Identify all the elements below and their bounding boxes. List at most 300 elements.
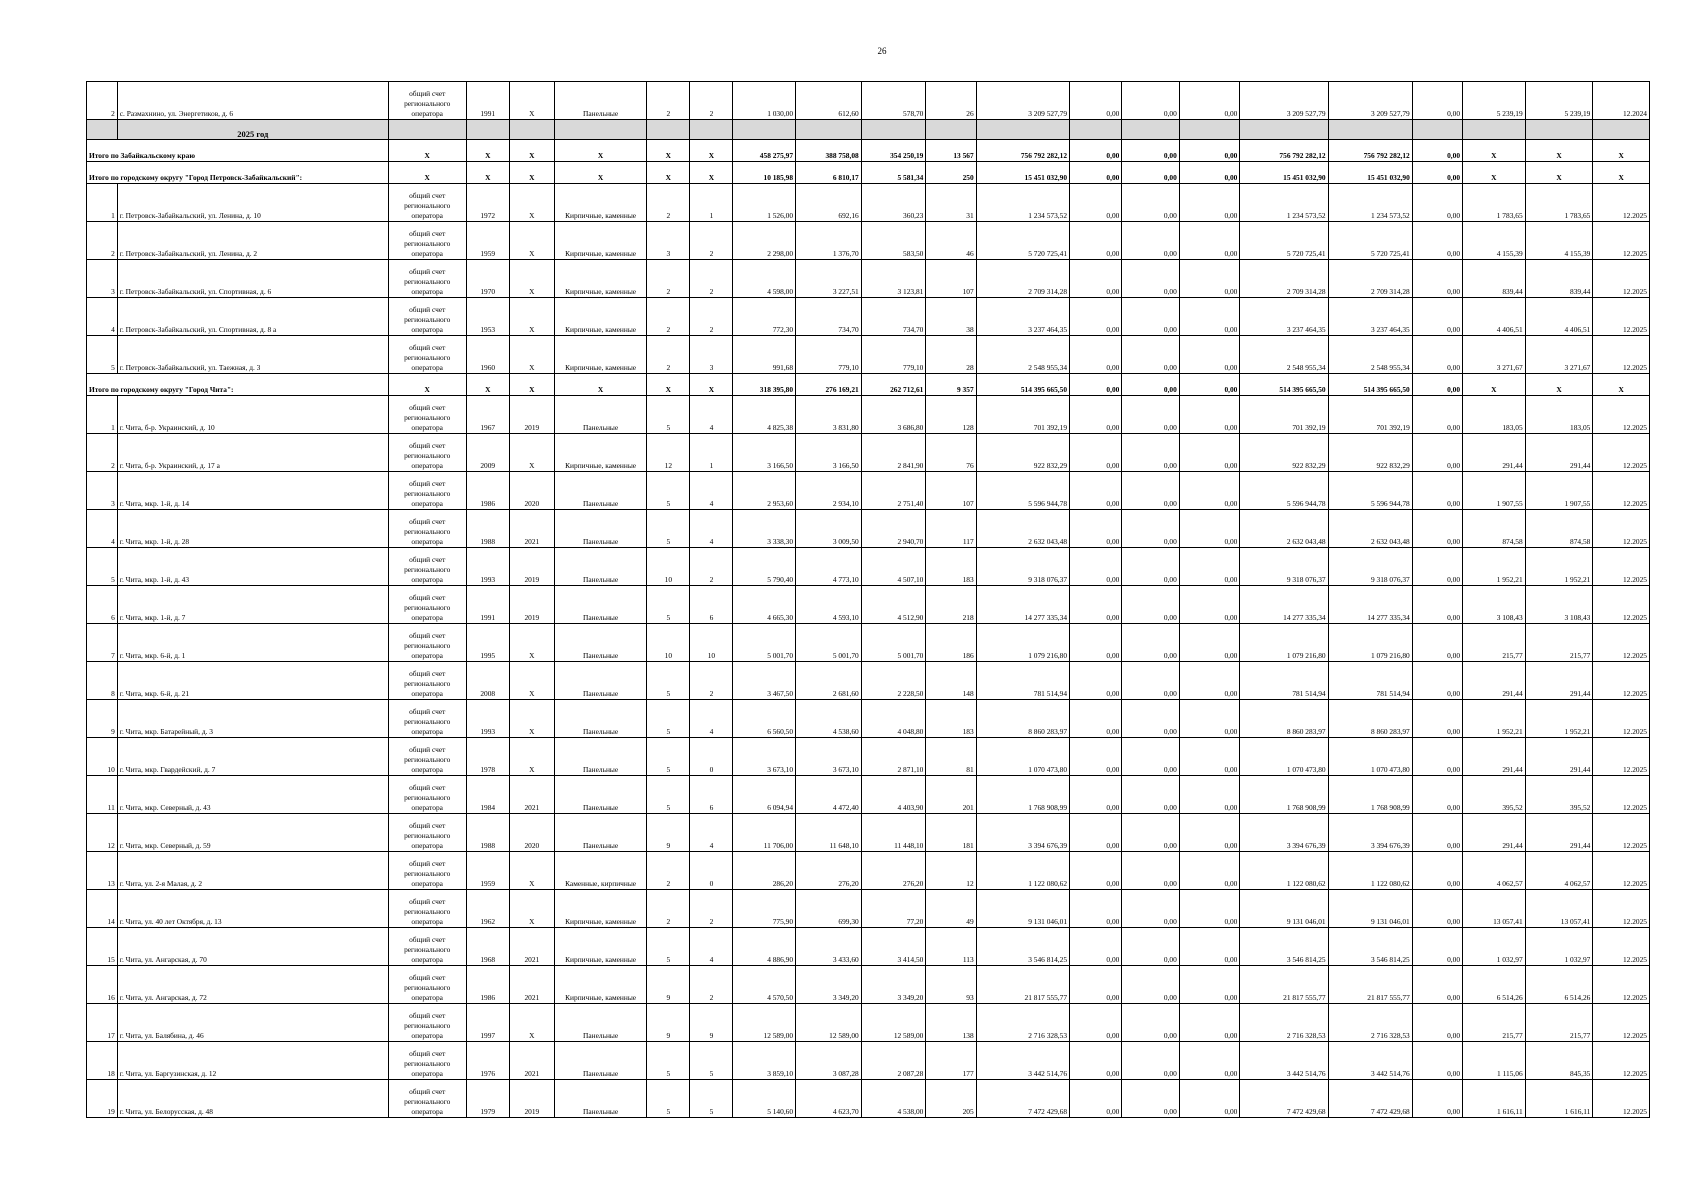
year-renovated-cell: X	[509, 222, 554, 260]
repair-cost-cell: 3 442 514,76	[976, 1042, 1069, 1080]
row-number: 3	[87, 472, 118, 510]
wall-material-cell: Панельные	[554, 1042, 646, 1080]
residents-cell: 205	[926, 1080, 976, 1118]
floors-cell: 2	[647, 260, 690, 298]
other-funds-cell: 0,00	[1412, 336, 1462, 374]
subtotal-cell: X	[647, 162, 690, 184]
residential-area-cell: 5 001,70	[861, 624, 926, 662]
unit-cost-cell: 1 907,55	[1463, 472, 1526, 510]
year-renovated-cell: X	[509, 890, 554, 928]
fund-method-cell: общий счет регионального оператора	[388, 1042, 466, 1080]
unit-cost-cell: 1 115,06	[1463, 1042, 1526, 1080]
residents-cell: 46	[926, 222, 976, 260]
year-renovated-cell: 2021	[509, 776, 554, 814]
regional-funds-cell: 0,00	[1122, 966, 1179, 1004]
unit-cost-cell: 1 616,11	[1463, 1080, 1526, 1118]
local-funds-cell: 0,00	[1179, 738, 1240, 776]
wall-material-cell: Панельные	[554, 624, 646, 662]
residential-area-cell: 3 123,81	[861, 260, 926, 298]
repair-cost-cell: 3 546 814,25	[976, 928, 1069, 966]
wall-material-cell: Кирпичные, каменные	[554, 222, 646, 260]
year-built-cell: 1988	[466, 814, 509, 852]
federal-funds-cell: 0,00	[1070, 510, 1122, 548]
other-funds-cell: 0,00	[1412, 548, 1462, 586]
table-row	[87, 852, 1650, 890]
residential-area-cell: 2 228,50	[861, 662, 926, 700]
local-funds-cell: 0,00	[1179, 510, 1240, 548]
local-funds-cell: 0,00	[1179, 700, 1240, 738]
floors-cell: 2	[647, 890, 690, 928]
row-number: 13	[87, 852, 118, 890]
unit-cost-cell: 215,77	[1463, 1004, 1526, 1042]
floors-cell: 2	[647, 298, 690, 336]
completion-date-cell: 12.2025	[1593, 890, 1650, 928]
unit-cost-cell: 1 952,21	[1463, 548, 1526, 586]
local-funds-cell: 0,00	[1179, 662, 1240, 700]
regional-funds-cell: 0,00	[1122, 586, 1179, 624]
total-area-cell: 3 467,50	[733, 662, 796, 700]
row-number: 2	[87, 222, 118, 260]
repair-cost-cell: 1 234 573,52	[976, 184, 1069, 222]
fund-method-cell: общий счет регионального оператора	[388, 336, 466, 374]
address-cell: г. Чита, мкр. Батарейный, д. 3	[117, 700, 388, 738]
year-built-cell: 2009	[466, 434, 509, 472]
subtotal-cell: X	[690, 374, 733, 396]
subtotal-cell: X	[1463, 162, 1526, 184]
year-built-cell: 1991	[466, 586, 509, 624]
completion-date-cell: 12.2025	[1593, 624, 1650, 662]
completion-date-cell: 12.2025	[1593, 966, 1650, 1004]
subtotal-cell: 276 169,21	[796, 374, 862, 396]
unit-cost-cell: 291,44	[1463, 662, 1526, 700]
unit-cost-cell: 1 032,97	[1463, 928, 1526, 966]
repair-cost-cell: 922 832,29	[976, 434, 1069, 472]
address-cell: г. Чита, ул. Ангарская, д. 72	[117, 966, 388, 1004]
total-area-cell: 4 825,38	[733, 396, 796, 434]
wall-material-cell: Кирпичные, каменные	[554, 928, 646, 966]
subtotal-cell: X	[1463, 140, 1526, 162]
subtotal-label: Итого по городскому округу "Город Чита":	[87, 374, 389, 396]
subtotal-label: Итого по городскому округу "Город Петровск-Забайкальский":	[87, 162, 389, 184]
total-funds-cell: 1 079 216,80	[1328, 624, 1412, 662]
row-number: 7	[87, 624, 118, 662]
other-funds-cell: 0,00	[1412, 396, 1462, 434]
premises-area-cell: 4 593,10	[796, 586, 862, 624]
max-unit-cost-cell: 4 062,57	[1525, 852, 1593, 890]
subtotal-cell: 9 357	[926, 374, 976, 396]
residential-area-cell: 12 589,00	[861, 1004, 926, 1042]
repair-cost-cell: 1 079 216,80	[976, 624, 1069, 662]
table-row	[87, 738, 1650, 776]
residential-area-cell: 4 538,00	[861, 1080, 926, 1118]
year-row-blank	[1328, 120, 1412, 140]
address-cell: г. Петровск-Забайкальский, ул. Спортивная, д. 6	[117, 260, 388, 298]
year-row-blank	[87, 120, 118, 140]
year-renovated-cell: 2020	[509, 472, 554, 510]
address-cell: г. Чита, ул. Ангарская, д. 70	[117, 928, 388, 966]
subtotal-cell: 0,00	[1179, 162, 1240, 184]
residents-cell: 148	[926, 662, 976, 700]
residents-cell: 81	[926, 738, 976, 776]
subtotal-cell: 388 758,08	[796, 140, 862, 162]
subtotal-cell: X	[509, 162, 554, 184]
completion-date-cell: 12.2025	[1593, 336, 1650, 374]
total-funds-cell: 5 596 944,78	[1328, 472, 1412, 510]
year-row-blank	[733, 120, 796, 140]
fund-method-cell: общий счет регионального оператора	[388, 298, 466, 336]
regional-funds-cell: 0,00	[1122, 1080, 1179, 1118]
completion-date-cell: 12.2025	[1593, 222, 1650, 260]
subtotal-cell: X	[690, 140, 733, 162]
federal-funds-cell: 0,00	[1070, 472, 1122, 510]
fund-method-cell: общий счет регионального оператора	[388, 184, 466, 222]
year-renovated-cell: 2019	[509, 548, 554, 586]
address-cell: г. Чита, б-р. Украинский, д. 17 а	[117, 434, 388, 472]
repair-cost-cell: 7 472 429,68	[976, 1080, 1069, 1118]
subtotal-cell: X	[509, 140, 554, 162]
regional-funds-cell: 0,00	[1122, 852, 1179, 890]
year-row-blank	[1525, 120, 1593, 140]
local-funds-cell: 0,00	[1179, 222, 1240, 260]
entrances-cell: 10	[690, 624, 733, 662]
subtotal-cell: 318 395,80	[733, 374, 796, 396]
total-funds-cell: 3 546 814,25	[1328, 928, 1412, 966]
residential-area-cell: 2 751,40	[861, 472, 926, 510]
row-number: 11	[87, 776, 118, 814]
year-renovated-cell: 2020	[509, 814, 554, 852]
fund-method-cell: общий счет регионального оператора	[388, 776, 466, 814]
year-renovated-cell: X	[509, 1004, 554, 1042]
federal-funds-cell: 0,00	[1070, 890, 1122, 928]
local-funds-cell: 0,00	[1179, 184, 1240, 222]
other-funds-cell: 0,00	[1412, 586, 1462, 624]
residential-area-cell: 4 512,90	[861, 586, 926, 624]
federal-funds-cell: 0,00	[1070, 82, 1122, 120]
entrances-cell: 2	[690, 298, 733, 336]
year-renovated-cell: X	[509, 298, 554, 336]
max-unit-cost-cell: 4 406,51	[1525, 298, 1593, 336]
owner-funds-cell: 701 392,19	[1240, 396, 1328, 434]
year-built-cell: 1984	[466, 776, 509, 814]
table-row	[87, 1004, 1650, 1042]
year-row-blank	[388, 120, 466, 140]
regional-funds-cell: 0,00	[1122, 814, 1179, 852]
year-built-cell: 1972	[466, 184, 509, 222]
subtotal-row	[87, 374, 1650, 396]
repair-cost-cell: 5 720 725,41	[976, 222, 1069, 260]
completion-date-cell: 12.2025	[1593, 184, 1650, 222]
repair-cost-cell: 701 392,19	[976, 396, 1069, 434]
total-funds-cell: 1 122 080,62	[1328, 852, 1412, 890]
year-row-blank	[1179, 120, 1240, 140]
table-row	[87, 814, 1650, 852]
local-funds-cell: 0,00	[1179, 434, 1240, 472]
year-renovated-cell: X	[509, 624, 554, 662]
address-cell: г. Чита, ул. 40 лет Октября, д. 13	[117, 890, 388, 928]
total-area-cell: 6 560,50	[733, 700, 796, 738]
floors-cell: 9	[647, 966, 690, 1004]
owner-funds-cell: 3 237 464,35	[1240, 298, 1328, 336]
other-funds-cell: 0,00	[1412, 434, 1462, 472]
local-funds-cell: 0,00	[1179, 396, 1240, 434]
max-unit-cost-cell: 13 057,41	[1525, 890, 1593, 928]
unit-cost-cell: 3 108,43	[1463, 586, 1526, 624]
total-area-cell: 3 859,10	[733, 1042, 796, 1080]
regional-funds-cell: 0,00	[1122, 396, 1179, 434]
local-funds-cell: 0,00	[1179, 548, 1240, 586]
fund-method-cell: общий счет регионального оператора	[388, 260, 466, 298]
table-row	[87, 298, 1650, 336]
max-unit-cost-cell: 845,35	[1525, 1042, 1593, 1080]
owner-funds-cell: 21 817 555,77	[1240, 966, 1328, 1004]
max-unit-cost-cell: 291,44	[1525, 434, 1593, 472]
unit-cost-cell: 13 057,41	[1463, 890, 1526, 928]
residents-cell: 31	[926, 184, 976, 222]
residents-cell: 107	[926, 260, 976, 298]
fund-method-cell: общий счет регионального оператора	[388, 434, 466, 472]
subtotal-cell: 15 451 032,90	[1328, 162, 1412, 184]
year-renovated-cell: X	[509, 184, 554, 222]
subtotal-cell: X	[388, 374, 466, 396]
other-funds-cell: 0,00	[1412, 298, 1462, 336]
residents-cell: 138	[926, 1004, 976, 1042]
subtotal-cell: X	[1593, 140, 1650, 162]
federal-funds-cell: 0,00	[1070, 260, 1122, 298]
year-built-cell: 1986	[466, 966, 509, 1004]
local-funds-cell: 0,00	[1179, 814, 1240, 852]
table-row	[87, 222, 1650, 260]
year-built-cell: 1991	[466, 82, 509, 120]
wall-material-cell: Панельные	[554, 662, 646, 700]
fund-method-cell: общий счет регионального оператора	[388, 472, 466, 510]
wall-material-cell: Панельные	[554, 548, 646, 586]
year-built-cell: 1997	[466, 1004, 509, 1042]
total-funds-cell: 5 720 725,41	[1328, 222, 1412, 260]
wall-material-cell: Кирпичные, каменные	[554, 336, 646, 374]
year-renovated-cell: X	[509, 738, 554, 776]
floors-cell: 5	[647, 1042, 690, 1080]
max-unit-cost-cell: 395,52	[1525, 776, 1593, 814]
subtotal-cell: X	[466, 374, 509, 396]
year-renovated-cell: X	[509, 82, 554, 120]
total-area-cell: 11 706,00	[733, 814, 796, 852]
regional-funds-cell: 0,00	[1122, 776, 1179, 814]
subtotal-cell: X	[1525, 162, 1593, 184]
fund-method-cell: общий счет регионального оператора	[388, 852, 466, 890]
total-area-cell: 3 166,50	[733, 434, 796, 472]
row-number: 8	[87, 662, 118, 700]
unit-cost-cell: 215,77	[1463, 624, 1526, 662]
entrances-cell: 4	[690, 928, 733, 966]
wall-material-cell: Панельные	[554, 776, 646, 814]
table-row	[87, 928, 1650, 966]
year-renovated-cell: X	[509, 260, 554, 298]
other-funds-cell: 0,00	[1412, 776, 1462, 814]
total-funds-cell: 3 442 514,76	[1328, 1042, 1412, 1080]
year-built-cell: 1959	[466, 852, 509, 890]
total-area-cell: 5 140,60	[733, 1080, 796, 1118]
local-funds-cell: 0,00	[1179, 82, 1240, 120]
owner-funds-cell: 2 632 043,48	[1240, 510, 1328, 548]
year-built-cell: 1988	[466, 510, 509, 548]
regional-funds-cell: 0,00	[1122, 260, 1179, 298]
subtotal-cell: X	[466, 140, 509, 162]
local-funds-cell: 0,00	[1179, 1004, 1240, 1042]
address-cell: г. Чита, мкр. 1-й, д. 7	[117, 586, 388, 624]
federal-funds-cell: 0,00	[1070, 1004, 1122, 1042]
premises-area-cell: 3 673,10	[796, 738, 862, 776]
owner-funds-cell: 3 209 527,79	[1240, 82, 1328, 120]
premises-area-cell: 3 166,50	[796, 434, 862, 472]
owner-funds-cell: 8 860 283,97	[1240, 700, 1328, 738]
regional-funds-cell: 0,00	[1122, 548, 1179, 586]
residential-area-cell: 276,20	[861, 852, 926, 890]
owner-funds-cell: 1 122 080,62	[1240, 852, 1328, 890]
subtotal-cell: 458 275,97	[733, 140, 796, 162]
premises-area-cell: 11 648,10	[796, 814, 862, 852]
repair-cost-cell: 9 318 076,37	[976, 548, 1069, 586]
year-row-blank	[647, 120, 690, 140]
subtotal-cell: 0,00	[1122, 374, 1179, 396]
owner-funds-cell: 1 768 908,99	[1240, 776, 1328, 814]
local-funds-cell: 0,00	[1179, 472, 1240, 510]
subtotal-cell: 0,00	[1412, 374, 1462, 396]
row-number: 19	[87, 1080, 118, 1118]
table-row	[87, 890, 1650, 928]
residential-area-cell: 11 448,10	[861, 814, 926, 852]
completion-date-cell: 12.2025	[1593, 1042, 1650, 1080]
entrances-cell: 9	[690, 1004, 733, 1042]
federal-funds-cell: 0,00	[1070, 928, 1122, 966]
max-unit-cost-cell: 839,44	[1525, 260, 1593, 298]
wall-material-cell: Кирпичные, каменные	[554, 890, 646, 928]
federal-funds-cell: 0,00	[1070, 966, 1122, 1004]
subtotal-cell: 250	[926, 162, 976, 184]
year-built-cell: 1953	[466, 298, 509, 336]
local-funds-cell: 0,00	[1179, 336, 1240, 374]
subtotal-cell: X	[388, 140, 466, 162]
wall-material-cell: Панельные	[554, 510, 646, 548]
residential-area-cell: 77,20	[861, 890, 926, 928]
floors-cell: 5	[647, 396, 690, 434]
table-row	[87, 624, 1650, 662]
premises-area-cell: 612,60	[796, 82, 862, 120]
repair-cost-cell: 781 514,94	[976, 662, 1069, 700]
other-funds-cell: 0,00	[1412, 814, 1462, 852]
owner-funds-cell: 781 514,94	[1240, 662, 1328, 700]
address-cell: г. Чита, мкр. 1-й, д. 28	[117, 510, 388, 548]
premises-area-cell: 5 001,70	[796, 624, 862, 662]
total-funds-cell: 9 131 046,01	[1328, 890, 1412, 928]
max-unit-cost-cell: 183,05	[1525, 396, 1593, 434]
local-funds-cell: 0,00	[1179, 586, 1240, 624]
address-cell: г. Чита, ул. Баргузинская, д. 12	[117, 1042, 388, 1080]
owner-funds-cell: 3 546 814,25	[1240, 928, 1328, 966]
completion-date-cell: 12.2025	[1593, 1080, 1650, 1118]
regional-funds-cell: 0,00	[1122, 890, 1179, 928]
entrances-cell: 6	[690, 586, 733, 624]
entrances-cell: 4	[690, 700, 733, 738]
subtotal-cell: 262 712,61	[861, 374, 926, 396]
federal-funds-cell: 0,00	[1070, 298, 1122, 336]
residential-area-cell: 578,70	[861, 82, 926, 120]
fund-method-cell: общий счет регионального оператора	[388, 222, 466, 260]
wall-material-cell: Панельные	[554, 738, 646, 776]
residents-cell: 12	[926, 852, 976, 890]
repair-cost-cell: 2 716 328,53	[976, 1004, 1069, 1042]
year-row-blank	[1070, 120, 1122, 140]
federal-funds-cell: 0,00	[1070, 624, 1122, 662]
subtotal-cell: X	[1525, 140, 1593, 162]
total-funds-cell: 2 548 955,34	[1328, 336, 1412, 374]
completion-date-cell: 12.2025	[1593, 776, 1650, 814]
entrances-cell: 3	[690, 336, 733, 374]
table-row	[87, 336, 1650, 374]
wall-material-cell: Панельные	[554, 586, 646, 624]
total-area-cell: 1 526,00	[733, 184, 796, 222]
completion-date-cell: 12.2025	[1593, 700, 1650, 738]
year-renovated-cell: 2021	[509, 966, 554, 1004]
premises-area-cell: 4 623,70	[796, 1080, 862, 1118]
floors-cell: 5	[647, 700, 690, 738]
year-built-cell: 1995	[466, 624, 509, 662]
year-heading: 2025 год	[117, 120, 388, 140]
max-unit-cost-cell: 4 155,39	[1525, 222, 1593, 260]
repair-cost-cell: 3 209 527,79	[976, 82, 1069, 120]
owner-funds-cell: 1 079 216,80	[1240, 624, 1328, 662]
subtotal-cell: 0,00	[1179, 374, 1240, 396]
year-row-blank	[1122, 120, 1179, 140]
premises-area-cell: 3 433,60	[796, 928, 862, 966]
max-unit-cost-cell: 3 108,43	[1525, 586, 1593, 624]
total-funds-cell: 7 472 429,68	[1328, 1080, 1412, 1118]
year-row-blank	[1463, 120, 1526, 140]
wall-material-cell: Кирпичные, каменные	[554, 434, 646, 472]
premises-area-cell: 2 681,60	[796, 662, 862, 700]
table-row	[87, 966, 1650, 1004]
unit-cost-cell: 1 952,21	[1463, 700, 1526, 738]
floors-cell: 12	[647, 434, 690, 472]
total-area-cell: 2 953,60	[733, 472, 796, 510]
residential-area-cell: 3 686,80	[861, 396, 926, 434]
regional-funds-cell: 0,00	[1122, 1004, 1179, 1042]
fund-method-cell: общий счет регионального оператора	[388, 966, 466, 1004]
subtotal-cell: 6 810,17	[796, 162, 862, 184]
other-funds-cell: 0,00	[1412, 1042, 1462, 1080]
federal-funds-cell: 0,00	[1070, 336, 1122, 374]
fund-method-cell: общий счет регионального оператора	[388, 1004, 466, 1042]
year-renovated-cell: 2021	[509, 1042, 554, 1080]
year-row-blank	[509, 120, 554, 140]
local-funds-cell: 0,00	[1179, 1042, 1240, 1080]
entrances-cell: 1	[690, 434, 733, 472]
completion-date-cell: 12.2025	[1593, 396, 1650, 434]
table-row	[87, 396, 1650, 434]
residents-cell: 76	[926, 434, 976, 472]
year-built-cell: 1978	[466, 738, 509, 776]
premises-area-cell: 276,20	[796, 852, 862, 890]
unit-cost-cell: 4 406,51	[1463, 298, 1526, 336]
entrances-cell: 2	[690, 548, 733, 586]
address-cell: г. Петровск-Забайкальский, ул. Ленина, д. 2	[117, 222, 388, 260]
owner-funds-cell: 3 394 676,39	[1240, 814, 1328, 852]
regional-funds-cell: 0,00	[1122, 82, 1179, 120]
row-number: 17	[87, 1004, 118, 1042]
row-number: 12	[87, 814, 118, 852]
address-cell: г. Чита, ул. Белорусская, д. 48	[117, 1080, 388, 1118]
federal-funds-cell: 0,00	[1070, 222, 1122, 260]
floors-cell: 2	[647, 336, 690, 374]
